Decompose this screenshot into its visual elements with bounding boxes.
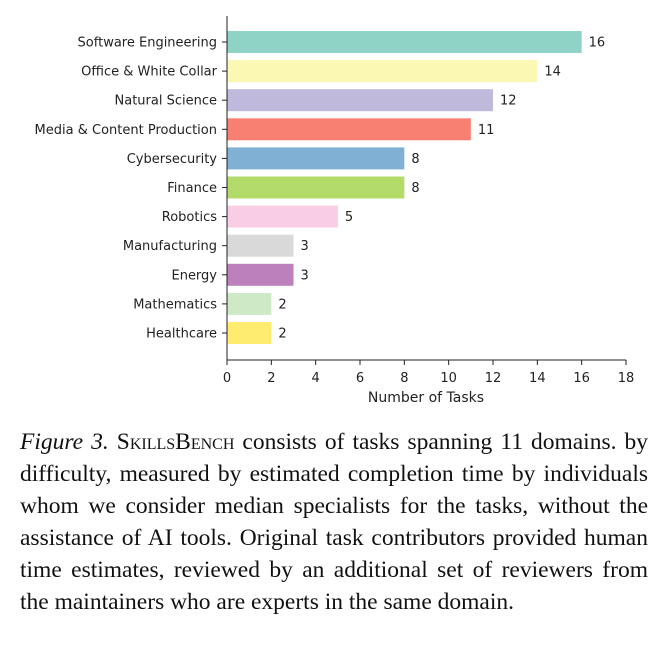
bar-robotics — [227, 206, 338, 228]
bars-group — [227, 31, 605, 344]
value-label-finance: 8 — [411, 181, 420, 196]
benchmark-name-part1: Skills — [116, 429, 176, 455]
value-label-office-and-white-collar: 14 — [544, 64, 561, 80]
value-label-cybersecurity: 8 — [411, 151, 420, 167]
x-tick-label-12: 12 — [484, 371, 502, 386]
value-label-energy: 3 — [300, 268, 309, 284]
x-axis-title: Number of Tasks — [367, 390, 485, 406]
category-label-energy: Energy — [171, 268, 217, 284]
x-tick-label-16: 16 — [573, 371, 590, 386]
bar-energy — [227, 264, 294, 286]
x-ticks-group — [223, 360, 634, 386]
category-label-robotics: Robotics — [161, 210, 217, 226]
category-label-mathematics: Mathematics — [133, 297, 217, 313]
figure-label: Figure 3. — [20, 429, 109, 455]
category-label-office-and-white-collar: Office & White Collar — [81, 64, 217, 80]
caption-text: consists of tasks spanning 11 domains. by difficulty, measured by estimated completion time by individuals whom we consider median specialists for the tasks, without the assistance of AI tools. Original task contributors provided human time estimates, reviewed by an additional set of reviewers from the maintainers who are experts in the same domain. — [20, 429, 648, 615]
bar-manufacturing — [227, 235, 294, 257]
x-tick-label-6: 6 — [355, 371, 365, 386]
value-label-software-engineering: 16 — [588, 35, 606, 51]
y-labels-group — [35, 36, 227, 342]
value-label-robotics: 5 — [344, 210, 354, 226]
category-label-media-and-content-production: Media & Content Production — [34, 122, 217, 138]
category-label-software-engineering: Software Engineering — [77, 35, 217, 51]
value-label-mathematics: 2 — [278, 297, 287, 313]
bar-finance — [227, 177, 404, 199]
x-tick-label-14: 14 — [529, 371, 546, 386]
bar-mathematics — [227, 293, 271, 315]
category-label-finance: Finance — [167, 181, 217, 196]
x-tick-label-10: 10 — [440, 371, 457, 386]
bar-office-and-white-collar — [227, 60, 537, 82]
bar-software-engineering — [227, 31, 582, 53]
bar-healthcare — [227, 322, 271, 344]
benchmark-name-part2: Bench — [175, 429, 235, 455]
value-label-manufacturing: 3 — [300, 239, 309, 255]
category-label-manufacturing: Manufacturing — [122, 239, 217, 255]
figure-caption — [20, 426, 648, 618]
bar-cybersecurity — [227, 147, 404, 169]
category-label-natural-science: Natural Science — [114, 93, 217, 109]
value-label-media-and-content-production: 11 — [477, 122, 495, 138]
bar-natural-science — [227, 89, 493, 111]
x-tick-label-18: 18 — [617, 371, 635, 386]
value-label-natural-science: 12 — [500, 93, 517, 109]
bar-media-and-content-production — [227, 118, 471, 140]
x-tick-label-8: 8 — [400, 371, 409, 386]
value-label-healthcare: 2 — [278, 326, 287, 342]
x-tick-label-2: 2 — [267, 371, 276, 386]
category-label-healthcare: Healthcare — [146, 326, 217, 342]
x-tick-label-0: 0 — [222, 371, 232, 386]
category-label-cybersecurity: Cybersecurity — [126, 151, 217, 167]
x-tick-label-4: 4 — [311, 371, 320, 386]
